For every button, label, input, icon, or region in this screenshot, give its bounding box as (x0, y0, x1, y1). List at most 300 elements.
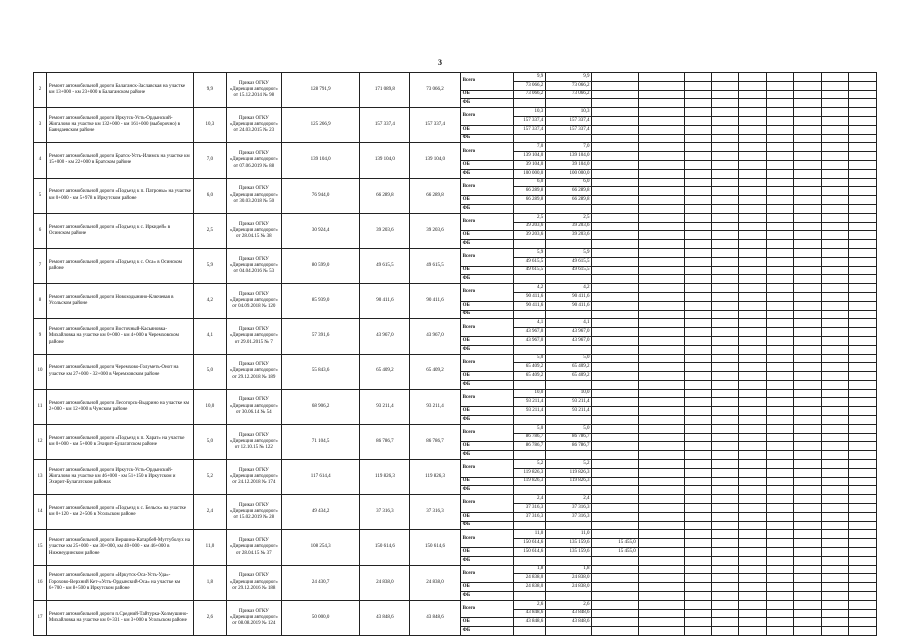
total-amount (592, 257, 638, 266)
empty-cell (766, 248, 793, 257)
empty-cell (766, 108, 793, 117)
empty-cell (739, 143, 766, 152)
empty-cell (794, 495, 821, 504)
empty-cell (821, 477, 848, 486)
empty-cell (821, 468, 848, 477)
empty-cell (638, 152, 684, 161)
projects-table (33, 72, 904, 636)
empty-cell (712, 222, 739, 231)
total-amount (592, 81, 638, 90)
estimated-cost: 117 614,4 (281, 460, 359, 495)
length-km: 5,2 (194, 460, 227, 495)
empty-cell (821, 530, 848, 539)
total-amount (592, 609, 638, 618)
total-km-2: 5,0 (546, 354, 592, 363)
total-km-3 (592, 143, 638, 152)
total-amount (592, 328, 638, 337)
empty-cell (794, 380, 821, 389)
total-amount: 135 159,6 (546, 539, 592, 548)
empty-cell (766, 266, 793, 275)
total-km-3 (592, 319, 638, 328)
total-km-3 (592, 460, 638, 469)
empty-cell (638, 196, 684, 205)
empty-cell (849, 336, 876, 345)
fb-amount (546, 486, 592, 495)
empty-cell (638, 627, 684, 636)
empty-cell (684, 125, 711, 134)
empty-cell (794, 460, 821, 469)
empty-cell (712, 328, 739, 337)
empty-cell (849, 451, 876, 460)
empty-cell (849, 99, 876, 108)
empty-cell (739, 477, 766, 486)
row-number: 4 (34, 143, 47, 178)
empty-cell (849, 257, 876, 266)
empty-cell (794, 442, 821, 451)
empty-cell (684, 574, 711, 583)
empty-cell (766, 565, 793, 574)
empty-cell (638, 81, 684, 90)
empty-cell (684, 152, 711, 161)
empty-cell (821, 354, 848, 363)
contract-cost: 24 838,0 (360, 565, 410, 600)
table-row (34, 600, 904, 609)
empty-cell (684, 301, 711, 310)
empty-cell (712, 231, 739, 240)
empty-cell (684, 618, 711, 627)
ob-amount: 135 159,6 (546, 548, 592, 557)
empty-cell (712, 442, 739, 451)
empty-cell (849, 284, 876, 293)
total-amount (592, 574, 638, 583)
empty-cell (739, 284, 766, 293)
road-description: Ремонт автомобильной дороги «Иркутск-Оса-Усть-Уда»-Горохово-Верхний Кет-«Усть-Ордынский-Оса» на участке км 6+700 - км 8+500 в Иркутском районе (46, 565, 193, 600)
ob-amount: 73 066,2 (513, 90, 546, 99)
empty-cell (684, 477, 711, 486)
empty-cell (712, 134, 739, 143)
road-description: Ремонт автомобильной дороги Черемхово-Голуметь-Онот на участке км 27+000 - 32+000 в Черемховском районе (46, 354, 193, 389)
empty-cell (739, 204, 766, 213)
empty-cell (739, 336, 766, 345)
total-amount (592, 187, 638, 196)
length-km: 2,4 (194, 495, 227, 530)
ob-amount (592, 231, 638, 240)
empty-cell (739, 266, 766, 275)
empty-cell (712, 504, 739, 513)
empty-cell (638, 108, 684, 117)
empty-cell (849, 301, 876, 310)
empty-cell (766, 116, 793, 125)
total-amount: 66 289,8 (546, 187, 592, 196)
empty-cell (821, 556, 848, 565)
empty-cell (766, 152, 793, 161)
fb-amount (592, 592, 638, 601)
empty-cell (712, 319, 739, 328)
empty-cell (684, 609, 711, 618)
empty-cell (821, 627, 848, 636)
fb-amount (592, 134, 638, 143)
length-km: 5,0 (194, 354, 227, 389)
empty-cell (794, 504, 821, 513)
empty-cell (794, 521, 821, 530)
empty-cell (712, 609, 739, 618)
ob-amount: 66 289,8 (513, 196, 546, 205)
empty-cell (712, 73, 739, 82)
ob-label: ОБ (460, 548, 513, 557)
empty-cell (638, 328, 684, 337)
fb-amount (513, 556, 546, 565)
road-description: Ремонт автомобильной дороги «Подъезд к с. Оса» в Осинском районе (46, 248, 193, 283)
empty-cell (849, 442, 876, 451)
fb-amount (513, 345, 546, 354)
empty-cell (739, 196, 766, 205)
fb-label: ФБ (460, 310, 513, 319)
row-number: 11 (34, 389, 47, 424)
empty-cell (821, 143, 848, 152)
total-amount: 73 066,2 (513, 81, 546, 90)
total-amount: 43 848,6 (513, 609, 546, 618)
contract-cost: 171 089,8 (360, 73, 410, 108)
row-number: 8 (34, 284, 47, 319)
ob-label: ОБ (460, 196, 513, 205)
empty-cell (638, 609, 684, 618)
empty-cell (794, 204, 821, 213)
empty-cell (739, 468, 766, 477)
empty-cell (638, 266, 684, 275)
table-row (34, 108, 904, 117)
total-km: 10,0 (513, 389, 546, 398)
total-km-2: 9,9 (546, 73, 592, 82)
empty-cell (794, 336, 821, 345)
total-label: Всего (460, 143, 513, 161)
ob-label: ОБ (460, 336, 513, 345)
empty-cell (739, 433, 766, 442)
empty-cell (794, 222, 821, 231)
total-amount (592, 152, 638, 161)
row-number: 16 (34, 565, 47, 600)
estimated-cost: 55 843,6 (281, 354, 359, 389)
empty-cell (638, 618, 684, 627)
empty-cell (638, 468, 684, 477)
empty-cell (712, 284, 739, 293)
length-km: 10,3 (194, 108, 227, 143)
empty-cell (849, 460, 876, 469)
empty-cell (712, 539, 739, 548)
empty-cell (821, 204, 848, 213)
total-amount: 49 615,5 (546, 257, 592, 266)
empty-cell (849, 433, 876, 442)
empty-cell (638, 187, 684, 196)
empty-cell (849, 231, 876, 240)
total-amount (592, 468, 638, 477)
empty-cell (794, 81, 821, 90)
ob-amount: 39 104,0 (546, 160, 592, 169)
empty-cell (638, 336, 684, 345)
empty-cell (638, 512, 684, 521)
empty-cell (821, 433, 848, 442)
table-row (34, 389, 904, 398)
fb-amount (513, 275, 546, 284)
row-number: 3 (34, 108, 47, 143)
empty-cell (684, 275, 711, 284)
total-amount (592, 292, 638, 301)
total-label: Всего (460, 319, 513, 337)
order-reference: Приказ ОГКУ «Дирекция автодорог» от 28.04.15 № 38 (226, 213, 281, 248)
empty-cell (712, 257, 739, 266)
empty-cell (821, 284, 848, 293)
empty-cell (766, 433, 793, 442)
estimated-cost: 128 791,9 (281, 73, 359, 108)
empty-cell (638, 363, 684, 372)
empty-cell (684, 460, 711, 469)
empty-cell (766, 275, 793, 284)
empty-cell (766, 319, 793, 328)
total-amount: 49 615,5 (513, 257, 546, 266)
empty-cell (739, 398, 766, 407)
empty-cell (821, 73, 848, 82)
empty-cell (684, 108, 711, 117)
order-reference: Приказ ОГКУ «Дирекция автодорог» от 07.06.2019 № 88 (226, 143, 281, 178)
empty-cell (849, 627, 876, 636)
empty-cell (739, 504, 766, 513)
empty-cell (684, 143, 711, 152)
empty-cell (794, 424, 821, 433)
empty-cell (638, 275, 684, 284)
empty-cell (766, 372, 793, 381)
empty-cell (638, 477, 684, 486)
empty-cell (684, 187, 711, 196)
empty-cell (766, 477, 793, 486)
empty-cell (739, 556, 766, 565)
empty-cell (739, 116, 766, 125)
row-number: 17 (34, 600, 47, 635)
empty-cell (638, 600, 684, 609)
empty-cell (794, 451, 821, 460)
empty-cell (739, 407, 766, 416)
total-km-2: 2,6 (546, 600, 592, 609)
empty-cell (821, 389, 848, 398)
total-label: Всего (460, 178, 513, 196)
order-reference: Приказ ОГКУ «Дирекция автодорог» от 30.03.2018 № 50 (226, 178, 281, 213)
empty-cell (638, 407, 684, 416)
empty-cell (794, 187, 821, 196)
empty-cell (794, 372, 821, 381)
empty-cell (766, 284, 793, 293)
empty-cell (638, 231, 684, 240)
contract-cost: 49 615,5 (360, 248, 410, 283)
ob-amount (592, 407, 638, 416)
empty-cell (766, 556, 793, 565)
total-km-3 (592, 495, 638, 504)
total-amount: 90 411,6 (546, 292, 592, 301)
empty-cell (794, 108, 821, 117)
ob-amount: 39 104,0 (513, 160, 546, 169)
empty-cell (712, 275, 739, 284)
empty-cell (739, 169, 766, 178)
empty-cell (821, 539, 848, 548)
length-km: 11,0 (194, 530, 227, 565)
total-amount: 37 316,3 (546, 504, 592, 513)
empty-cell (739, 178, 766, 187)
empty-cell (712, 81, 739, 90)
empty-cell (684, 213, 711, 222)
fb-label: ФБ (460, 380, 513, 389)
empty-cell (794, 556, 821, 565)
fb-label: ФБ (460, 99, 513, 108)
ob-amount: 49 615,5 (546, 266, 592, 275)
total-funding: 90 411,6 (410, 284, 460, 319)
ob-amount (592, 196, 638, 205)
empty-cell (638, 125, 684, 134)
empty-cell (684, 196, 711, 205)
empty-cell (739, 328, 766, 337)
order-reference: Приказ ОГКУ «Дирекция автодорог» от 24.03.2015 № 23 (226, 108, 281, 143)
total-amount: 86 786,7 (546, 433, 592, 442)
empty-cell (766, 345, 793, 354)
total-amount (592, 222, 638, 231)
empty-cell (794, 125, 821, 134)
total-km: 7,0 (513, 143, 546, 152)
empty-cell (849, 310, 876, 319)
total-km-3 (592, 178, 638, 187)
empty-cell (712, 336, 739, 345)
empty-cell (821, 240, 848, 249)
empty-cell (849, 143, 876, 152)
road-description: Ремонт автомобильной дороги Балаганск-Заславская на участке км 13+000 - км 23+000 в Балаганском районе (46, 73, 193, 108)
empty-cell (684, 398, 711, 407)
empty-cell (766, 187, 793, 196)
empty-cell (684, 433, 711, 442)
ob-amount (592, 477, 638, 486)
ob-amount: 43 848,6 (546, 618, 592, 627)
order-reference: Приказ ОГКУ «Дирекция автодорог» от 12.10.15 № 122 (226, 424, 281, 459)
empty-cell (849, 592, 876, 601)
fb-amount (546, 451, 592, 460)
row-number: 9 (34, 319, 47, 354)
empty-cell (794, 213, 821, 222)
empty-cell (684, 328, 711, 337)
empty-cell (739, 134, 766, 143)
empty-cell (712, 416, 739, 425)
empty-cell (766, 512, 793, 521)
empty-cell (684, 134, 711, 143)
length-km: 5,9 (194, 248, 227, 283)
empty-cell (638, 310, 684, 319)
empty-cell (766, 90, 793, 99)
empty-cell (766, 160, 793, 169)
empty-cell (794, 275, 821, 284)
empty-cell (821, 363, 848, 372)
empty-cell (821, 125, 848, 134)
empty-cell (638, 486, 684, 495)
fb-amount (592, 521, 638, 530)
empty-cell (794, 152, 821, 161)
estimated-cost: 24 430,7 (281, 565, 359, 600)
row-number: 10 (34, 354, 47, 389)
table-row (34, 178, 904, 187)
empty-cell (739, 125, 766, 134)
empty-cell (684, 521, 711, 530)
empty-cell (712, 389, 739, 398)
length-km: 4,1 (194, 319, 227, 354)
empty-cell (712, 556, 739, 565)
fb-amount (546, 99, 592, 108)
empty-cell (739, 257, 766, 266)
empty-cell (794, 90, 821, 99)
empty-cell (821, 407, 848, 416)
fb-amount (592, 99, 638, 108)
empty-cell (638, 433, 684, 442)
empty-cell (849, 125, 876, 134)
empty-cell (638, 213, 684, 222)
total-amount: 93 211,4 (546, 398, 592, 407)
empty-cell (766, 380, 793, 389)
empty-cell (712, 380, 739, 389)
fb-amount (592, 275, 638, 284)
fb-amount: 100 000,0 (513, 169, 546, 178)
ob-amount: 65 409,2 (513, 372, 546, 381)
empty-cell (739, 240, 766, 249)
empty-cell (766, 495, 793, 504)
empty-cell (638, 424, 684, 433)
empty-cell (821, 116, 848, 125)
fb-amount (513, 521, 546, 530)
fb-amount (592, 310, 638, 319)
contract-cost: 65 409,2 (360, 354, 410, 389)
empty-cell (794, 160, 821, 169)
empty-cell (684, 583, 711, 592)
empty-cell (821, 345, 848, 354)
empty-cell (766, 583, 793, 592)
total-km: 5,0 (513, 424, 546, 433)
empty-cell (849, 319, 876, 328)
ob-amount: 90 411,6 (546, 301, 592, 310)
total-amount: 24 838,0 (546, 574, 592, 583)
empty-cell (821, 266, 848, 275)
ob-label: ОБ (460, 512, 513, 521)
contract-cost: 157 337,4 (360, 108, 410, 143)
empty-cell (712, 90, 739, 99)
empty-cell (712, 169, 739, 178)
ob-label: ОБ (460, 125, 513, 134)
total-amount (592, 433, 638, 442)
ob-amount (592, 125, 638, 134)
fb-amount (592, 380, 638, 389)
empty-cell (849, 178, 876, 187)
ob-amount: 157 337,4 (513, 125, 546, 134)
table-row (34, 460, 904, 469)
total-km-2: 2,5 (546, 213, 592, 222)
empty-cell (684, 345, 711, 354)
total-label: Всего (460, 248, 513, 266)
total-label: Всего (460, 460, 513, 478)
order-reference: Приказ ОГКУ «Дирекция автодорог» от 30.06.14 № 54 (226, 389, 281, 424)
empty-cell (684, 73, 711, 82)
estimated-cost: 30 924,4 (281, 213, 359, 248)
empty-cell (638, 380, 684, 389)
contract-cost: 119 826,3 (360, 460, 410, 495)
empty-cell (712, 583, 739, 592)
empty-cell (739, 627, 766, 636)
ob-amount: 73 066,2 (546, 90, 592, 99)
row-number: 15 (34, 530, 47, 565)
table-row (34, 143, 904, 152)
empty-cell (638, 583, 684, 592)
ob-amount: 119 826,3 (513, 477, 546, 486)
empty-cell (739, 600, 766, 609)
fb-amount (513, 451, 546, 460)
ob-amount: 66 289,8 (546, 196, 592, 205)
